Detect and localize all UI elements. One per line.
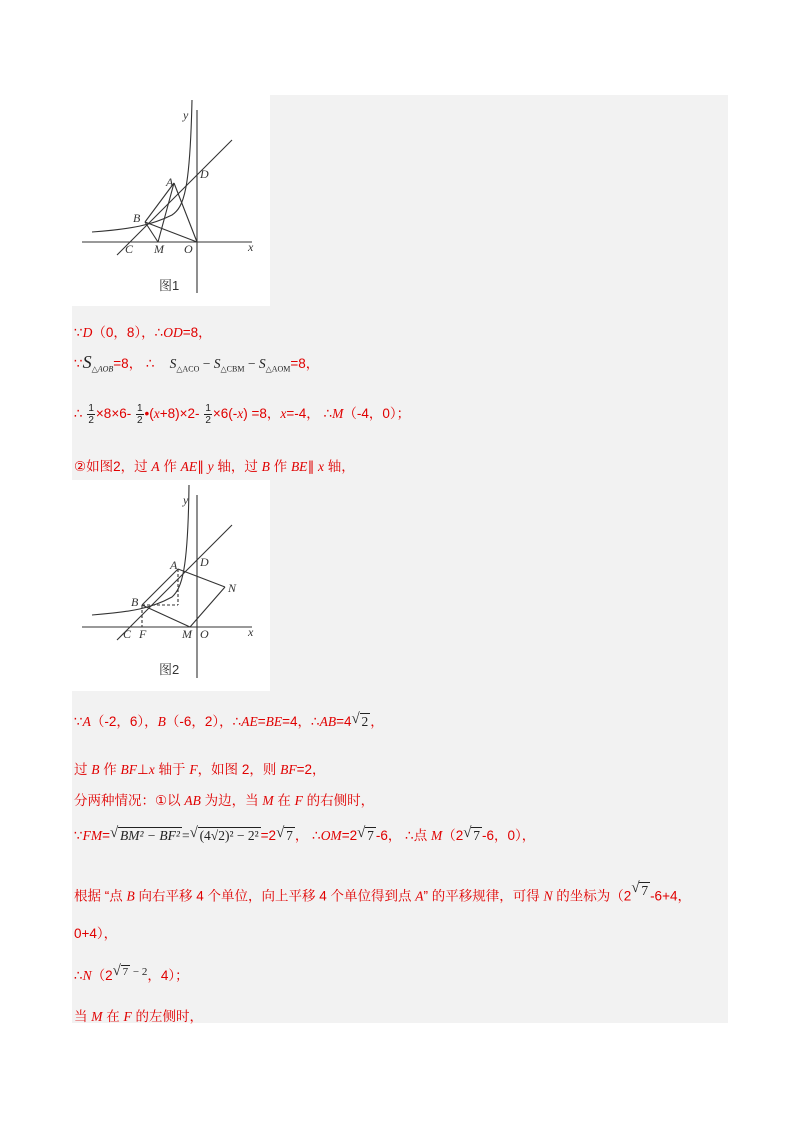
math-text: S <box>169 356 177 371</box>
math-text: ②如图2，过 <box>74 459 152 474</box>
math-text: ，如图 2，则 <box>197 762 281 777</box>
math-text: 7 <box>286 828 293 843</box>
segment-bm <box>142 605 190 627</box>
math-text: △AOM <box>265 364 291 374</box>
math-text: √ <box>357 825 366 841</box>
math-text: =8， <box>290 356 320 371</box>
label-x: x <box>248 625 254 639</box>
math-text: 在 <box>273 793 295 808</box>
math-text: 分两种情况：①以 <box>74 793 185 808</box>
math-text: ∴ <box>74 406 83 421</box>
math-text: BM² − BF² <box>119 828 180 843</box>
math-text: ∴ <box>405 828 414 843</box>
math-text: △ACO <box>176 364 200 374</box>
math-text: ∴ <box>312 828 321 843</box>
math-text: 2 <box>88 414 94 426</box>
math-text: √ <box>112 962 121 979</box>
label-n: N <box>228 581 237 595</box>
math-text: √ <box>189 825 198 841</box>
label-b: B <box>133 211 141 225</box>
math-text <box>357 827 376 844</box>
math-text: 作 <box>159 459 181 474</box>
math-text: +8)×2- <box>159 406 200 421</box>
math-text: BF <box>120 762 138 777</box>
math-text: ×8×6- <box>95 406 132 421</box>
text-line-2 <box>74 352 319 374</box>
label-a: A <box>166 175 174 189</box>
math-text: OD <box>163 325 183 340</box>
math-text: B <box>261 459 270 474</box>
math-text: -6， <box>375 828 402 843</box>
math-text <box>631 882 650 899</box>
math-text: ∴ <box>145 356 155 371</box>
math-text: （2 <box>91 968 113 983</box>
math-text: 7 <box>122 965 129 978</box>
label-c: C <box>125 242 134 256</box>
math-text: ⊥ <box>137 762 149 777</box>
math-text: 点 <box>413 828 431 843</box>
math-text: B <box>157 714 166 729</box>
math-text: FM <box>82 828 103 843</box>
math-text: (4√2)² − 2² <box>199 828 259 843</box>
math-text: 的左侧时， <box>131 1009 204 1024</box>
label-d: D <box>200 167 209 181</box>
math-text: F <box>294 793 303 808</box>
math-text: ∴ <box>323 406 333 421</box>
math-text: x <box>280 406 287 421</box>
math-text: 根据 “点 <box>74 888 127 904</box>
math-text: ∵ <box>74 356 83 371</box>
math-text: AB <box>319 714 337 729</box>
text-line-6 <box>74 758 325 778</box>
math-text: BE <box>290 459 308 474</box>
math-text: AB <box>184 793 201 808</box>
math-text: M <box>262 793 274 808</box>
text-line-10 <box>74 922 117 942</box>
label-c: C <box>123 627 132 641</box>
math-text: =4， <box>282 714 312 729</box>
segment-ab <box>142 569 178 605</box>
line-cd <box>117 140 232 255</box>
math-text <box>463 827 482 844</box>
math-text: •( <box>144 406 154 421</box>
math-text: √ <box>631 880 640 896</box>
label-d: D <box>200 555 209 569</box>
math-text: 过 <box>74 762 92 777</box>
math-text: ) =8， <box>243 406 281 421</box>
segment-nm <box>190 587 225 627</box>
math-text: = <box>102 828 110 843</box>
label-o: O <box>184 242 193 256</box>
label-o: O <box>200 627 209 641</box>
math-text: -6，0）， <box>482 828 536 843</box>
figure-1 <box>72 95 270 306</box>
math-text: B <box>91 762 100 777</box>
math-text: = <box>181 828 190 843</box>
math-text: x <box>148 762 155 777</box>
math-text: 1 <box>136 402 143 414</box>
math-text: =2 <box>341 828 358 843</box>
math-text: 作 <box>99 762 121 777</box>
segment-an <box>178 569 225 587</box>
math-text <box>136 403 144 426</box>
math-text: 7 <box>641 883 649 898</box>
math-text: 当 <box>74 1009 92 1024</box>
math-text: BE <box>265 714 283 729</box>
math-text: =4 <box>336 714 352 729</box>
label-y: y <box>183 493 189 507</box>
math-text: 向右平移 4 个单位，向上平移 4 个单位得到点 <box>134 888 416 904</box>
figure-2-graph <box>72 480 270 691</box>
math-text: ，4）； <box>147 968 189 983</box>
math-text: ∴ <box>154 325 164 340</box>
math-text: √ <box>276 825 285 841</box>
math-text: 轴， <box>323 459 355 474</box>
math-text <box>352 713 371 730</box>
text-line-9 <box>74 882 691 905</box>
math-text <box>112 962 148 979</box>
math-text: （-2，6）， <box>90 714 158 729</box>
math-text: S <box>82 352 92 372</box>
math-text: − <box>199 356 214 371</box>
math-text: ∴ <box>311 714 320 729</box>
text-line-5 <box>74 710 384 730</box>
math-text: N <box>82 968 92 983</box>
math-text: 1 <box>88 402 94 414</box>
text-line-11 <box>74 964 189 984</box>
math-text: M <box>430 828 443 843</box>
math-text: （2 <box>442 828 464 843</box>
label-b: B <box>131 595 139 609</box>
text-line-12 <box>74 1005 203 1025</box>
label-x: x <box>248 240 254 254</box>
math-text: S <box>213 356 221 371</box>
math-text: 0+4）， <box>74 926 118 941</box>
math-text: （-6，2）， <box>165 714 233 729</box>
math-text: ∥ <box>197 459 208 474</box>
math-text: AE <box>241 714 258 729</box>
segment-bo <box>145 222 197 242</box>
text-line-7 <box>74 789 374 809</box>
math-text: √ <box>351 711 360 727</box>
math-text: A <box>82 714 91 729</box>
math-text: M <box>332 406 344 421</box>
label-m: M <box>182 627 192 641</box>
label-m: M <box>154 242 164 256</box>
math-text: 的右侧时， <box>302 793 375 808</box>
math-text: =8， <box>182 325 212 340</box>
math-text: =2 <box>260 828 277 843</box>
math-text: ∵ <box>74 828 83 843</box>
math-text: （0，8）， <box>92 325 155 340</box>
math-text: △CBM <box>220 364 245 374</box>
math-text: ∵ <box>74 714 83 729</box>
math-text: （-4，0）； <box>343 406 411 421</box>
math-text: 2 <box>136 414 143 426</box>
math-text: 轴于 <box>154 762 190 777</box>
label-y: y <box>183 108 189 122</box>
math-text: F <box>189 762 198 777</box>
figure-2 <box>72 480 270 691</box>
label-a: A <box>170 558 178 572</box>
text-line-3 <box>74 402 410 426</box>
math-text: A <box>151 459 160 474</box>
math-text: 7 <box>473 828 480 843</box>
math-text: ∴ <box>232 714 242 729</box>
math-text: N <box>543 888 553 904</box>
math-text: =2， <box>296 762 326 777</box>
math-text <box>190 827 261 844</box>
math-text: ∴ <box>74 968 83 983</box>
math-text: = <box>257 714 266 729</box>
math-text: A <box>415 888 424 904</box>
math-text: 1 <box>205 402 211 414</box>
math-text: − 2 <box>130 965 148 978</box>
math-text: 7 <box>367 828 374 843</box>
math-text: D <box>82 325 93 340</box>
math-text: − <box>244 356 259 371</box>
math-text: ， <box>370 714 384 729</box>
math-text: △AOB <box>91 364 114 374</box>
math-text: 在 <box>102 1009 124 1024</box>
math-text: x <box>317 459 324 474</box>
math-text: x <box>237 406 244 421</box>
math-text: B <box>126 888 135 904</box>
math-text <box>276 827 295 844</box>
math-text: S <box>258 356 266 371</box>
math-text: ∥ <box>307 459 318 474</box>
label-f: F <box>139 627 147 641</box>
math-text: AE <box>180 459 198 474</box>
math-text: M <box>91 1009 103 1024</box>
segment-am <box>158 183 174 242</box>
math-text: ” 的平移规律，可得 <box>423 888 544 904</box>
text-line-1 <box>74 321 212 341</box>
math-text <box>112 962 131 979</box>
math-text <box>87 403 95 426</box>
math-text: x <box>153 406 160 421</box>
figure-1-graph <box>72 95 270 306</box>
figure-2-caption: 图2 <box>159 662 180 677</box>
figure-1-caption: 图1 <box>159 278 180 293</box>
math-text: ， <box>294 828 309 843</box>
math-text: -6+4， <box>650 888 691 904</box>
math-text: BF <box>280 762 297 777</box>
math-text: 2 <box>205 414 211 426</box>
math-text: y <box>207 459 214 474</box>
math-text: √ <box>463 825 472 841</box>
math-text: √ <box>109 825 119 841</box>
math-text: ×6(- <box>212 406 238 421</box>
math-text: =8， <box>113 356 143 371</box>
math-text: 2 <box>361 714 369 729</box>
math-text: 为边，当 <box>200 793 263 808</box>
math-text: 作 <box>269 459 291 474</box>
text-line-8 <box>74 824 535 844</box>
math-text: ∵ <box>74 325 83 340</box>
math-text: OM <box>320 828 342 843</box>
hyperbola-curve <box>92 485 189 615</box>
math-text: F <box>123 1009 132 1024</box>
math-text: 的坐标为（2 <box>552 888 632 904</box>
math-text <box>110 827 182 844</box>
math-text: 轴，过 <box>213 459 262 474</box>
text-line-4 <box>74 455 355 475</box>
math-text: =-4， <box>286 406 320 421</box>
math-text <box>204 403 212 426</box>
hyperbola-curve <box>92 100 192 232</box>
